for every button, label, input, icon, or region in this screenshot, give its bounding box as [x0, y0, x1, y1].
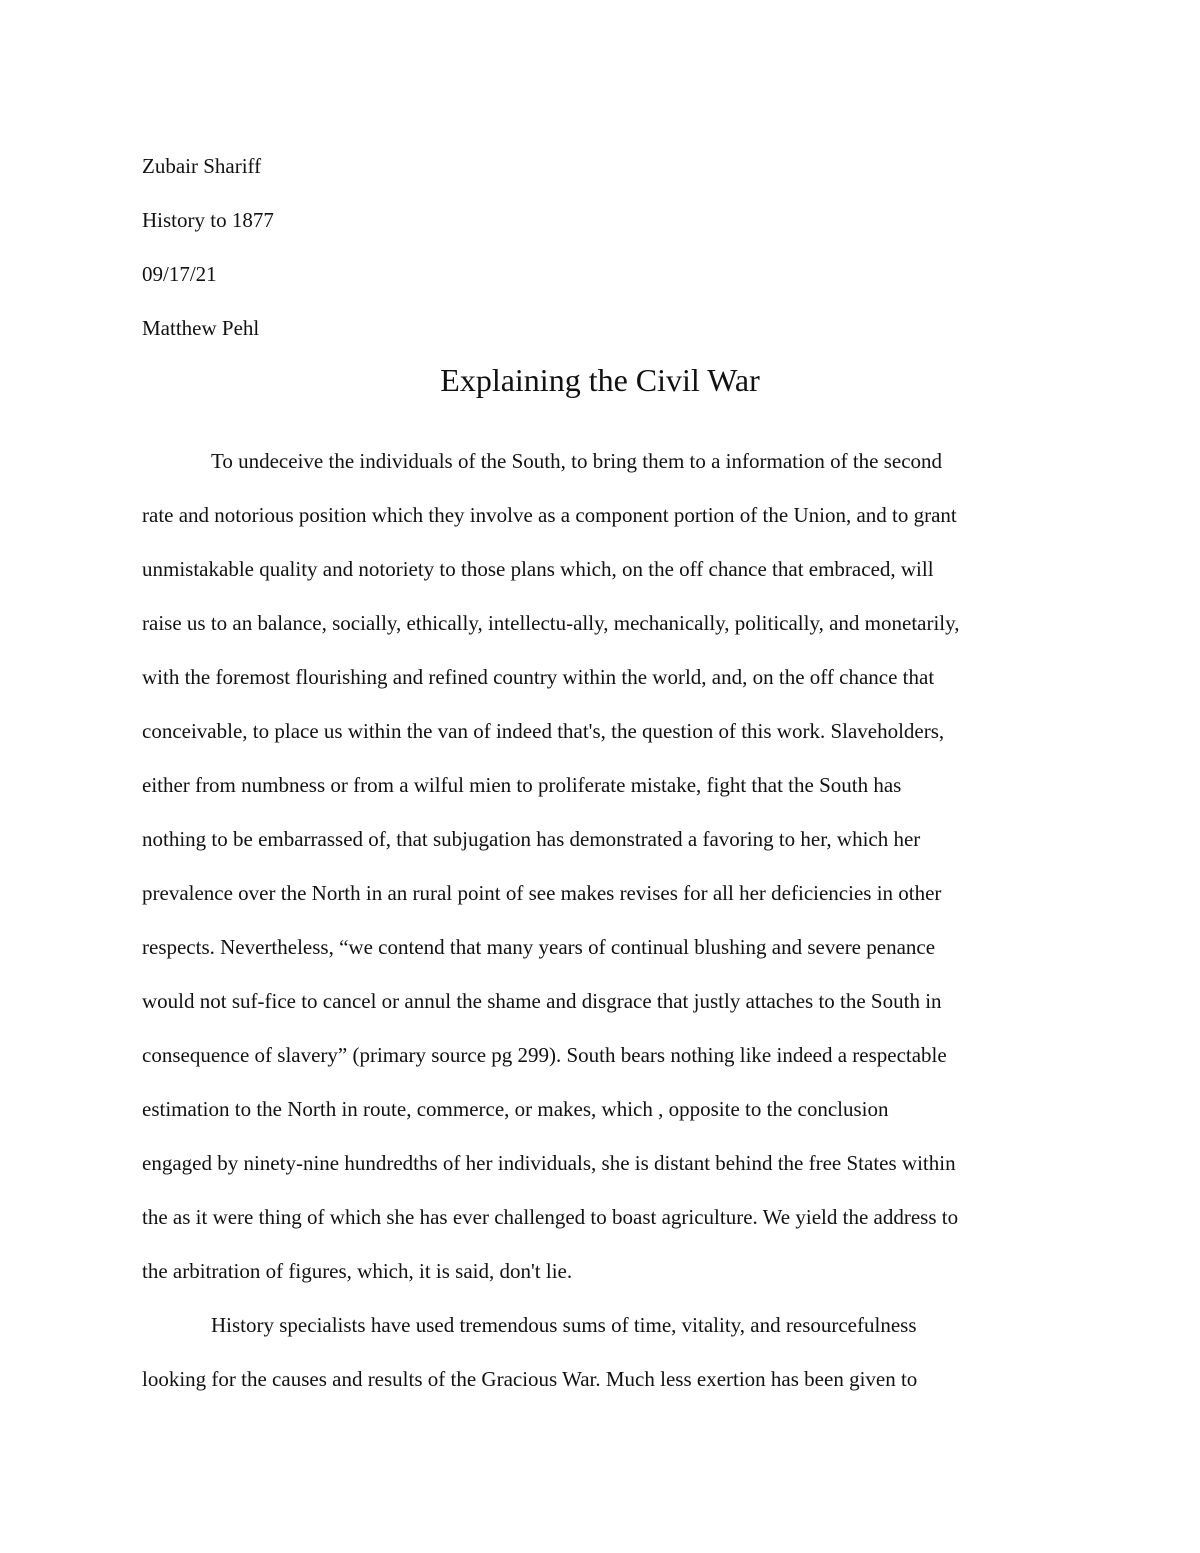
paragraph-line: conceivable, to place us within the van of indeed that's, the question of this work. Slaveholders, [142, 719, 945, 743]
paragraph-line: would not suf-fice to cancel or annul the shame and disgrace that justly attaches to the South in [142, 989, 942, 1013]
paragraph-line: unmistakable quality and notoriety to those plans which, on the off chance that embraced, will [142, 557, 934, 581]
instructor-name: Matthew Pehl [142, 316, 260, 340]
paragraph [142, 434, 1072, 1298]
paragraph [142, 1298, 1072, 1406]
paragraph-line: looking for the causes and results of the Gracious War. Much less exertion has been given to [142, 1367, 918, 1391]
paragraph-line: engaged by ninety-nine hundredths of her individuals, she is distant behind the free States within [142, 1151, 956, 1175]
paragraph-line: the as it were thing of which she has ever challenged to boast agriculture. We yield the address to [142, 1205, 959, 1229]
paragraph-line: respects. Nevertheless, “we contend that many years of continual blushing and severe penance [142, 935, 936, 959]
paragraph-line: To undeceive the individuals of the South, to bring them to a information of the second [211, 449, 943, 473]
paragraph-line: raise us to an balance, socially, ethically, intellectu-ally, mechanically, politically, and monetarily, [142, 611, 960, 635]
heading-block [142, 139, 1062, 355]
paragraph-line: estimation to the North in route, commerce, or makes, which , opposite to the conclusion [142, 1097, 889, 1121]
essay-body [142, 434, 1072, 1406]
course-name: History to 1877 [142, 208, 274, 232]
paragraph-line: prevalence over the North in an rural point of see makes revises for all her deficiencies in other [142, 881, 942, 905]
paragraph-line: with the foremost flourishing and refined country within the world, and, on the off chance that [142, 665, 935, 689]
date-line: 09/17/21 [142, 262, 217, 286]
paragraph-line: either from numbness or from a wilful mien to proliferate mistake, fight that the South has [142, 773, 902, 797]
essay-title: Explaining the Civil War [440, 362, 760, 398]
paragraph-line: nothing to be embarrassed of, that subjugation has demonstrated a favoring to her, which her [142, 827, 921, 851]
paragraph-line: rate and notorious position which they involve as a component portion of the Union, and to grant [142, 503, 957, 527]
paragraph-line: History specialists have used tremendous sums of time, vitality, and resourcefulness [211, 1313, 917, 1337]
author-name: Zubair Shariff [142, 154, 262, 178]
paragraph-line: consequence of slavery” (primary source pg 299). South bears nothing like indeed a respectable [142, 1043, 947, 1067]
paragraph-line: the arbitration of figures, which, it is said, don't lie. [142, 1259, 573, 1283]
